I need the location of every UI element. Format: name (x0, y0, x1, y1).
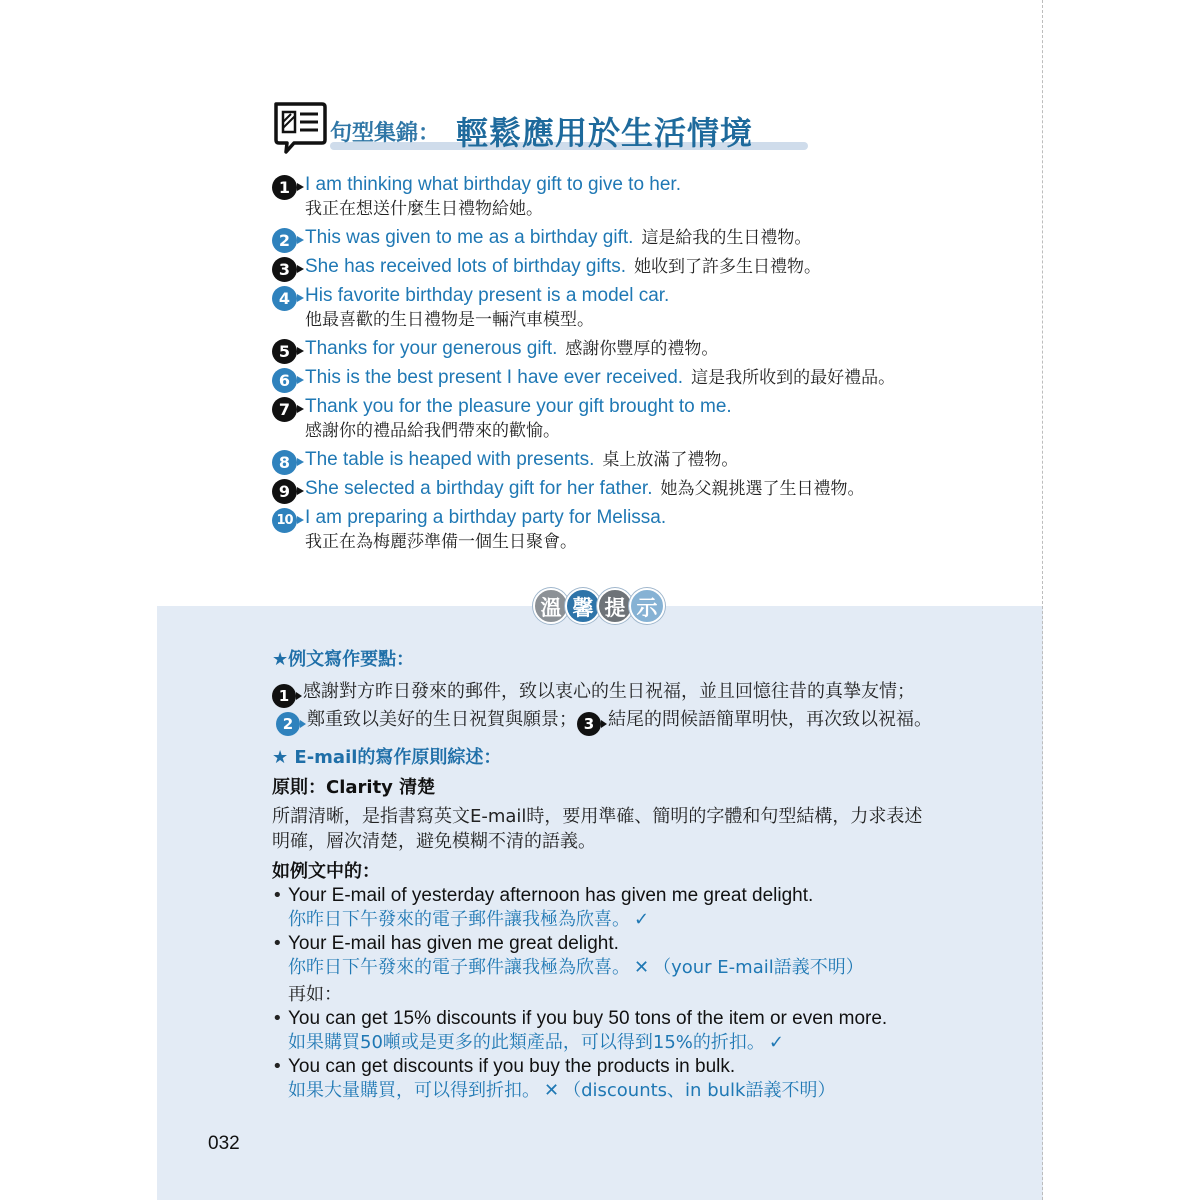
check-icon: ✓ (634, 909, 650, 930)
example-note: （discounts、in bulk語義不明） (563, 1080, 836, 1101)
number-badge: 7 (272, 397, 297, 422)
example-note: （your E-mail語義不明） (653, 957, 864, 978)
sentence-item (272, 172, 972, 225)
header-title: 輕鬆應用於生活情境 (456, 114, 754, 152)
section-heading: ★例文寫作要點： (272, 649, 415, 670)
sentence-english: She has received lots of birthday gifts. (305, 256, 627, 277)
sentence-english: This was given to me as a birthday gift. (305, 227, 634, 248)
sentence-chinese: 我正在為梅麗莎準備一個生日聚會。 (305, 532, 577, 552)
sentence-item (272, 365, 972, 394)
example-chinese: 如果購買50噸或是更多的此類產品，可以得到15%的折扣。 (288, 1032, 765, 1053)
tips-badge-char: 溫 (533, 588, 569, 624)
sentence-chinese: 她收到了許多生日禮物。 (634, 257, 822, 277)
point-number-badge: 2 (276, 712, 300, 736)
number-badge: 4 (272, 286, 297, 311)
example-chinese: 如果大量購買，可以得到折扣。 (288, 1080, 540, 1101)
sentence-chinese: 我正在想送什麼生日禮物給她。 (305, 199, 543, 219)
check-icon: ✓ (768, 1032, 785, 1053)
point-text: 感謝對方昨日發來的郵件，致以衷心的生日祝福，並且回憶往昔的真摯友情； (303, 681, 915, 702)
sentence-item (272, 505, 972, 558)
sentence-english: The table is heaped with presents. (305, 449, 595, 470)
again-label: 再如： (288, 984, 342, 1005)
sentence-chinese: 桌上放滿了禮物。 (602, 450, 739, 470)
example-english: Your E-mail has given me great delight. (288, 933, 619, 954)
tips-badge-char: 馨 (565, 588, 601, 624)
document-speech-icon (272, 100, 328, 156)
sentence-chinese: 這是給我的生日禮物。 (641, 228, 812, 248)
bullet-icon: • (272, 1008, 283, 1029)
sentence-chinese: 她為父親挑選了生日禮物。 (660, 479, 865, 499)
sentence-chinese: 他最喜歡的生日禮物是一輛汽車模型。 (305, 310, 594, 330)
example-chinese: 你昨日下午發來的電子郵件讓我極為欣喜。 (288, 957, 630, 978)
sentence-item (272, 447, 972, 476)
bullet-icon: • (272, 885, 283, 906)
number-badge: 2 (272, 228, 297, 253)
principle-description: 所謂清晰，是指書寫英文E-mail時，要用準確、簡明的字體和句型結構，力求表述明確，層次清楚，避免模糊不清的語義。 (272, 806, 923, 852)
example-item (272, 1007, 942, 1055)
sentence-item (272, 225, 972, 254)
sentence-english: I am preparing a birthday party for Melissa. (305, 507, 667, 528)
number-badge: 10 (272, 508, 297, 533)
point-number-badge: 3 (577, 712, 601, 736)
sentence-english: I am thinking what birthday gift to give to her. (305, 174, 681, 195)
principle-title: 原則：Clarity 清楚 (272, 777, 436, 798)
sentence-english: Thank you for the pleasure your gift brought to me. (305, 396, 732, 417)
sentence-english: Thanks for your generous gift. (305, 338, 558, 359)
writing-points (272, 680, 942, 736)
number-badge: 3 (272, 257, 297, 282)
number-badge: 6 (272, 368, 297, 393)
page-edge-divider (1042, 0, 1043, 1200)
cross-icon: ✕ (634, 957, 650, 978)
bullet-icon: • (272, 1056, 283, 1077)
header-subtitle: 句型集錦： (330, 120, 441, 146)
number-badge: 8 (272, 450, 297, 475)
point-text: 鄭重致以美好的生日祝賀與願景； (307, 709, 577, 730)
section-header (272, 100, 812, 156)
number-badge: 9 (272, 479, 297, 504)
example-english: You can get 15% discounts if you buy 50 tons of the item or even more. (288, 1008, 888, 1029)
sentence-item (272, 394, 972, 447)
example-item (272, 884, 942, 932)
sentence-chinese: 感謝你的禮品給我們帶來的歡愉。 (305, 421, 560, 441)
tips-content (272, 648, 942, 1103)
number-badge: 5 (272, 339, 297, 364)
sentence-english: His favorite birthday present is a model car. (305, 285, 670, 306)
example-chinese: 你昨日下午發來的電子郵件讓我極為欣喜。 (288, 909, 630, 930)
sentence-chinese: 這是我所收到的最好禮品。 (691, 368, 896, 388)
sentence-item (272, 336, 972, 365)
number-badge: 1 (272, 175, 297, 200)
sentence-chinese: 感謝你豐厚的禮物。 (565, 339, 719, 359)
example-english: Your E-mail of yesterday afternoon has given me great delight. (288, 885, 814, 906)
example-english: You can get discounts if you buy the products in bulk. (288, 1056, 736, 1077)
bullet-icon: • (272, 933, 283, 954)
sentence-item (272, 283, 972, 336)
example-item (272, 932, 942, 980)
sentence-list (272, 172, 972, 558)
sentence-english: She selected a birthday gift for her father. (305, 478, 653, 499)
tips-badge-char: 提 (597, 588, 633, 624)
point-text: 結尾的問候語簡單明快，再次致以祝福。 (608, 709, 932, 730)
example-item (272, 1055, 942, 1103)
example-label: 如例文中的： (272, 861, 380, 882)
tips-badge (533, 588, 673, 628)
cross-icon: ✕ (544, 1080, 560, 1101)
page-number: 032 (208, 1133, 240, 1154)
sentence-item (272, 476, 972, 505)
section-heading: ★ E-mail的寫作原則綜述： (272, 747, 502, 768)
tips-badge-char: 示 (629, 588, 665, 624)
point-number-badge: 1 (272, 684, 296, 708)
sentence-item (272, 254, 972, 283)
sentence-english: This is the best present I have ever received. (305, 367, 684, 388)
